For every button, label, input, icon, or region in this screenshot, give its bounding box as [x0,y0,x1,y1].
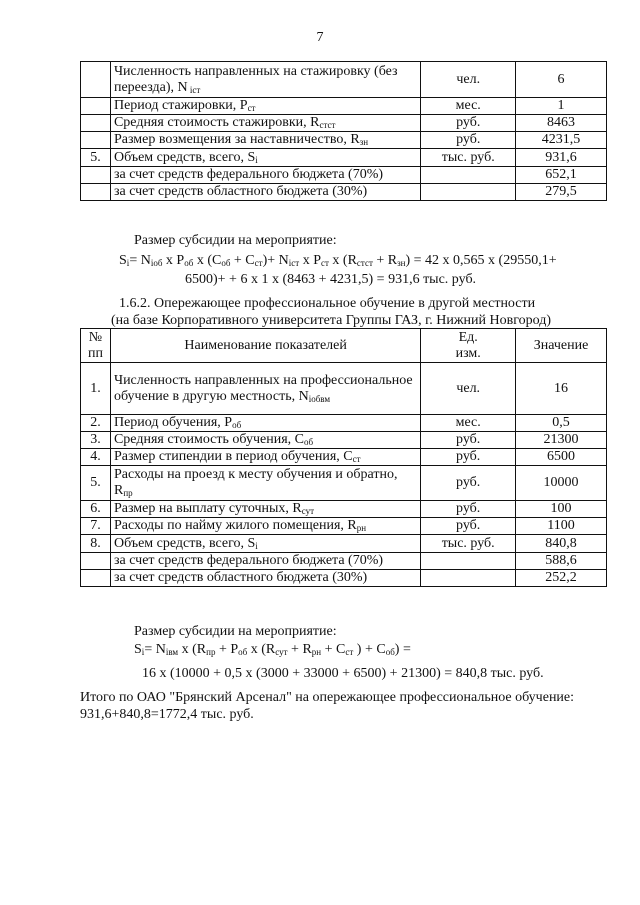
table-row [81,432,607,449]
cell-unit [421,570,516,587]
table-row [81,115,607,132]
cell-num: 3. [81,432,111,449]
table-row [81,535,607,553]
cell-name: Размер стипендии в период обучения, $C_{ст}$ [110,449,420,466]
cell-num: 7. [81,518,111,535]
cell-num [81,115,111,132]
table-row [81,149,607,167]
table-row [81,553,607,570]
cell-num [81,98,111,115]
cell-name: Средняя стоимость обучения, $C_{об}$ [110,432,420,449]
cell-value: 652,1 [516,167,607,184]
table-row [81,184,607,201]
cell-value: 6500 [516,449,607,466]
cell-unit: мес. [421,415,516,432]
table-row [81,449,607,466]
cell-name: Объем средств, всего, $S_i$ [110,535,420,553]
cell-name: Период стажировки, $P_{ст}$ [110,98,420,115]
table-row [81,570,607,587]
subsidy-1-formula-line-1: $S_i= N_{iоб}$ x $P_{об}$ x $(C_{об} + C_{ст})+ N_{icт}$ x $P_{ст}$ x $(R_{стст} + R_{зн}) = 42$ x 0,565 x (29550,1+ [119,253,557,268]
cell-unit: руб. [421,449,516,466]
table-row [81,415,607,432]
table-header-row [81,329,607,363]
subsidy-1-formula-line-2: 6500)+ + 6 x 1 x (8463 + 4231,5) = 931,6 тыс. руб. [185,272,477,287]
table-row [81,62,607,98]
cell-value: 931,6 [516,149,607,167]
header-name: Наименование показателей [110,329,420,363]
cell-value: 840,8 [516,535,607,553]
cell-num: 8. [81,535,111,553]
cell-value: 4231,5 [516,132,607,149]
cell-unit: руб. [421,432,516,449]
cell-value: 16 [516,363,607,415]
cell-num: 5. [81,466,111,501]
table-continuation [80,61,607,201]
cell-unit: чел. [421,62,516,98]
cell-unit: тыс. руб. [421,149,516,167]
cell-unit: тыс. руб. [421,535,516,553]
cell-name: Объем средств, всего, $S_i$ [110,149,420,167]
header-value: Значение [516,329,607,363]
header-num: № пп [81,329,111,363]
section-subtitle: (на базе Корпоративного университета Группы ГАЗ, г. Нижний Новгород) [111,313,551,328]
cell-unit: руб. [421,132,516,149]
subsidy-2-formula-line-2: 16 x (10000 + 0,5 x (3000 + 33000 + 6500) + 21300) = 840,8 тыс. руб. [142,666,544,681]
cell-num [81,184,111,201]
cell-name: Численность направленных на профессиональное обучение в другую местность, $N_{iобвм}$ [110,363,420,415]
cell-num [81,570,111,587]
cell-num [81,62,111,98]
cell-name: Численность направленных на стажировку (без переезда), N $_{icт}$ [110,62,420,98]
cell-value: 1100 [516,518,607,535]
cell-name: Размер возмещения за наставничество, $R_{зн}$ [110,132,420,149]
cell-value: 8463 [516,115,607,132]
total-line-2: 931,6+840,8=1772,4 тыс. руб. [80,707,254,722]
cell-value: 100 [516,501,607,518]
header-unit: Ед. изм. [421,329,516,363]
cell-value: 0,5 [516,415,607,432]
cell-value: 252,2 [516,570,607,587]
cell-value: 279,5 [516,184,607,201]
cell-value: 1 [516,98,607,115]
subsidy-1-heading: Размер субсидии на мероприятие: [134,233,337,248]
table-row [81,518,607,535]
cell-unit [421,184,516,201]
cell-num: 6. [81,501,111,518]
cell-unit [421,553,516,570]
cell-value: 588,6 [516,553,607,570]
cell-value: 21300 [516,432,607,449]
cell-name: за счет средств федерального бюджета (70%) [110,167,420,184]
page-number: 7 [316,30,324,45]
cell-unit: руб. [421,501,516,518]
indicators-table [80,328,607,587]
cell-unit: руб. [421,466,516,501]
cell-value: 6 [516,62,607,98]
table-row [81,132,607,149]
cell-num: 4. [81,449,111,466]
cell-name: Средняя стоимость стажировки, $R_{стст}$ [110,115,420,132]
cell-name: Размер на выплату суточных, $R_{сут}$ [110,501,420,518]
cell-unit: руб. [421,518,516,535]
subsidy-2-formula-line-1: $S_i= N_{iвм}$ x ($R_{пр} + P_{об}$ x ($R_{сут} + R_{рн} + C_{ст}$ ) + $C_{об}$) = [134,642,411,657]
table-row [81,501,607,518]
table-row [81,466,607,501]
cell-name: Расходы на проезд к месту обучения и обратно, $R_{пр}$ [110,466,420,501]
subsidy-2-heading: Размер субсидии на мероприятие: [134,624,337,639]
cell-value: 10000 [516,466,607,501]
cell-num: 1. [81,363,111,415]
cell-name: за счет средств областного бюджета (30%) [110,570,420,587]
cell-num [81,132,111,149]
cell-num: 5. [81,149,111,167]
cell-name: Расходы по найму жилого помещения, $R_{рн}$ [110,518,420,535]
total-line-1: Итого по ОАО "Брянский Арсенал" на опережающее профессиональное обучение: [80,690,575,705]
cell-unit: руб. [421,115,516,132]
cell-num [81,167,111,184]
cell-unit [421,167,516,184]
cell-num [81,553,111,570]
table-row [81,363,607,415]
section-title: 1.6.2. Опережающее профессиональное обучение в другой местности [119,296,536,311]
cell-unit: мес. [421,98,516,115]
cell-name: Период обучения, $P_{об}$ [110,415,420,432]
cell-unit: чел. [421,363,516,415]
table-row [81,167,607,184]
cell-name: за счет средств областного бюджета (30%) [110,184,420,201]
table-row [81,98,607,115]
cell-num: 2. [81,415,111,432]
cell-name: за счет средств федерального бюджета (70%) [110,553,420,570]
